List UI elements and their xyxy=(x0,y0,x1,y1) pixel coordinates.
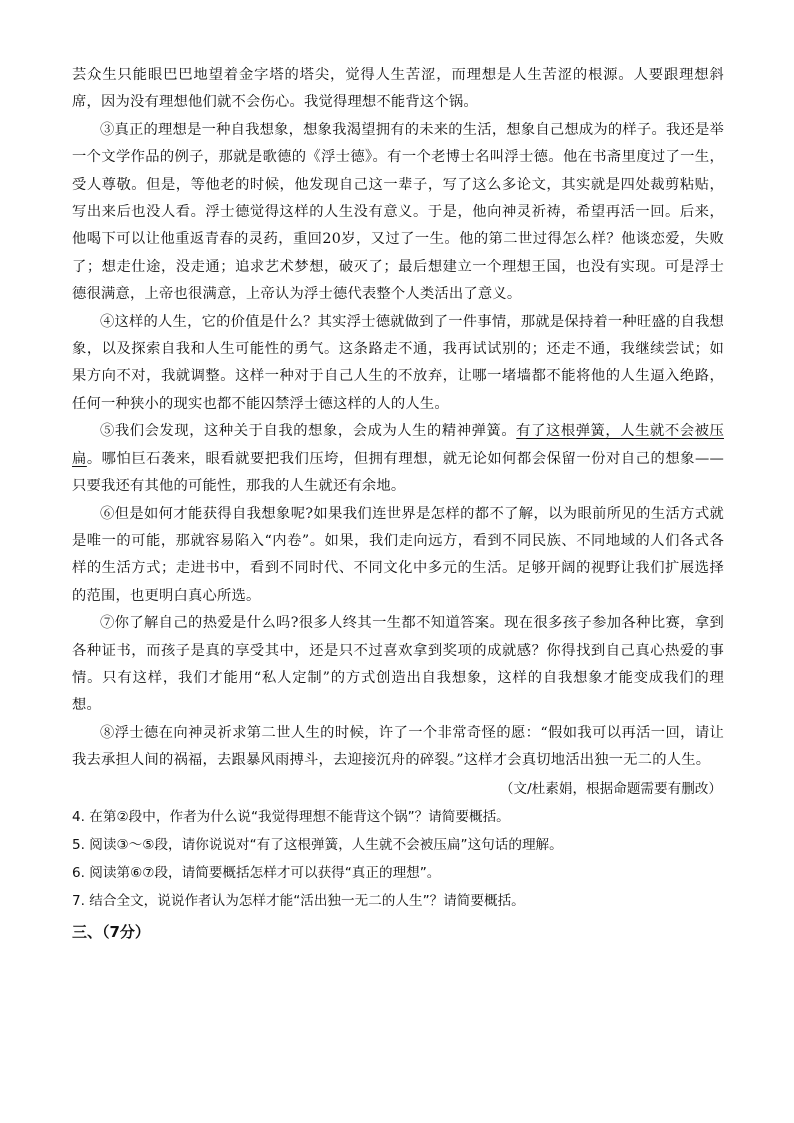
question-6: 6. 阅读第⑥⑦段，请简要概括怎样才可以获得“真正的理想”。 xyxy=(72,864,441,881)
exam-page xyxy=(72,62,724,947)
question-7: 7. 结合全文，说说作者认为怎样才能“活出独一无二的人生”？请简要概括。 xyxy=(72,892,525,909)
passage-paragraph-8: ⑧浮士德在向神灵祈求第二世人生的时候，许了一个非常奇怪的愿：“假如我可以再活一回，请让我去承担人间的祸福，去跟暴风雨搏斗，去迎接沉舟的碎裂。”这样才会真切地活出独一无二的人生。 xyxy=(72,724,724,769)
question-5: 5. 阅读③～⑤段，请你说说对“有了这根弹簧，人生就不会被压扁”这句话的理解。 xyxy=(72,836,563,853)
passage-source: （文/杜素娟，根据命题需要有删改） xyxy=(499,780,722,797)
question-4: 4. 在第②段中，作者为什么说“我觉得理想不能背这个锅”？请简要概括。 xyxy=(72,808,510,825)
passage-paragraph-3: ③真正的理想是一种自我想象，想象我渴望拥有的未来的生活，想象自己想成为的样子。我还是举一个文学作品的例子，那就是歌德的《浮士德》。有一个老博士名叫浮士德。他在书斋里度过了一生，受人尊敬。但是，等他老的时候，他发现自己这一辈子，写了这么多论文，其实就是四处裁剪粘贴，写出来后也没人看。浮士德觉得这样的人生没有意义。于是，他向神灵祈祷，希望再活一回。后来，他喝下可以让他重返青春的灵药，重回20岁，又过了一生。他的第二世过得怎么样？他谈恋爱，失败了；想走仕途，没走通；追求艺术梦想，破灭了；最后想建立一个理想王国，也没有实现。可是浮士德很满意，上帝也很满意，上帝认为浮士德代表整个人类活出了意义。 xyxy=(72,121,724,303)
passage-paragraph-6: ⑥但是如何才能获得自我想象呢?如果我们连世界是怎样的都不了解，以为眼前所见的生活方式就是唯一的可能，那就容易陷入“内卷”。如果，我们走向远方，看到不同民族、不同地域的人们各式各样的生活方式；走进书中，看到不同时代、不同文化中多元的生活。足够开阔的视野让我们扩展选择的范围，也更明白真心所选。 xyxy=(72,505,724,604)
paragraph-5-lead: ⑤我们会发现，这种关于自我的想象，会成为人生的精神弹簧。 xyxy=(100,423,517,440)
passage-paragraph-2-tail: 芸众生只能眼巴巴地望着金字塔的塔尖，觉得人生苦涩，而理想是人生苦涩的根源。人要跟理想斜席，因为没有理想他们就不会伤心。我觉得理想不能背这个锅。 xyxy=(72,67,724,111)
passage-paragraph-4: ④这样的人生，它的价值是什么？其实浮士德就做到了一件事情，那就是保持着一种旺盛的自我想象，以及探索自我和人生可能性的勇气。这条路走不通，我再试试别的；还走不通，我继续尝试；如果方向不对，我就调整。这样一种对于自己人生的不放弃，让哪一堵墙都不能将他的人生逼入绝路，任何一种狭小的现实也都不能囚禁浮士德这样的人的人生。 xyxy=(72,313,724,412)
section-heading: 三、（7分） xyxy=(72,922,150,941)
passage-paragraph-7: ⑦你了解自己的热爱是什么吗?很多人终其一生都不知道答案。现在很多孩子参加各种比赛，拿到各种证书，而孩子是真的享受其中，还是只不过喜欢拿到奖项的成就感？你得找到自己真心热爱的事情。只有这样，我们才能用“私人定制”的方式创造出自我想象，这样的自我想象才能变成我们的理想。 xyxy=(72,615,724,714)
passage-paragraph-5 xyxy=(72,418,724,500)
underlined-sentence: 有了这根弹簧，人生就不会被压扁 xyxy=(72,423,724,467)
paragraph-5-rest: 。哪怕巨石袭来，眼看就要把我们压垮，但拥有理想，就无论如何都会保留一份对自己的想象——只要我还有其他的可能性，那我的人生就还有余地。 xyxy=(72,450,724,495)
